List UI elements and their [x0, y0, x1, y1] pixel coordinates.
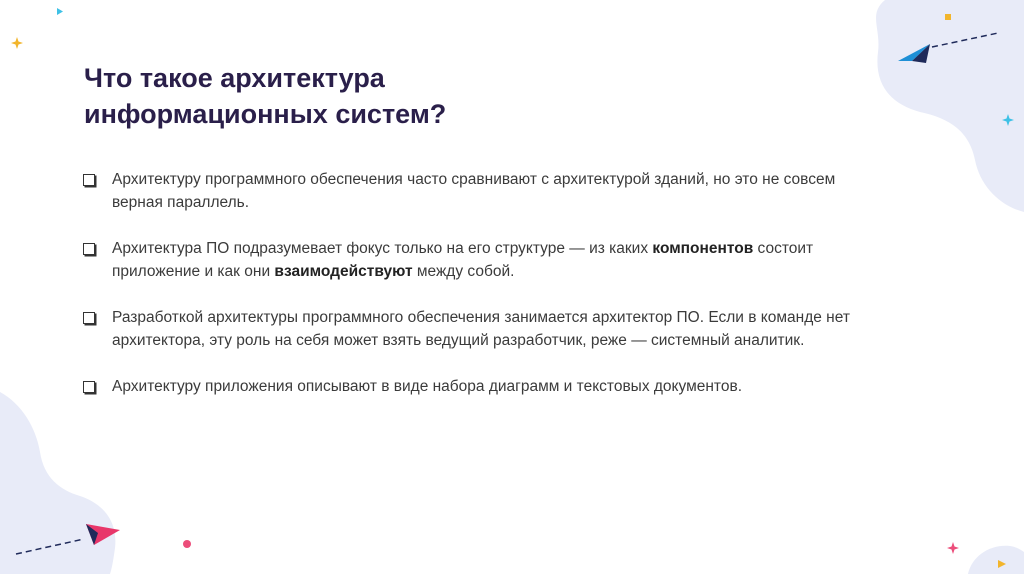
sparkle-icon	[11, 37, 23, 49]
checkbox-bullet-icon	[83, 312, 95, 324]
checkbox-bullet-icon	[83, 174, 95, 186]
triangle-icon	[57, 8, 63, 15]
slide-title	[84, 60, 446, 132]
bullet-item	[82, 168, 882, 214]
bullet-text: Архитектуру приложения описывают в виде набора диаграмм и текстовых документов.	[112, 378, 742, 395]
checkbox-bullet-icon	[83, 243, 95, 255]
bullet-item	[82, 375, 882, 398]
blob-bottom-right	[968, 546, 1024, 574]
bold-term-interact: взаимодействуют	[274, 263, 413, 280]
bullet-text: Разработкой архитектуры программного обеспечения занимается архитектор ПО. Если в команде нет архитектора, эту роль на себя может взять ведущий разработчик, реже — системный аналитик.	[112, 309, 850, 349]
bullet-item	[82, 237, 882, 283]
bold-term-components: компонентов	[652, 240, 754, 257]
title-line: Что такое архитектура	[84, 63, 385, 93]
blob-bottom-left	[0, 392, 115, 574]
bullet-text: Архитектуру программного обеспечения часто сравнивают с архитектурой зданий, но это не совсем верная параллель.	[112, 171, 836, 211]
title-line: информационных систем?	[84, 99, 447, 129]
blob-top-right	[876, 0, 1024, 212]
square-accent	[945, 14, 951, 20]
dot-accent	[183, 540, 191, 548]
sparkle-icon	[947, 542, 959, 554]
bullet-text-part: Архитектура ПО подразумевает фокус только на его структуре — из каких	[112, 240, 653, 257]
bullet-text-part: между собой.	[412, 263, 515, 280]
bullet-list	[82, 168, 882, 398]
bullet-item	[82, 306, 882, 352]
checkbox-bullet-icon	[83, 381, 95, 393]
bullet-text-part: состоит приложение и как они	[112, 240, 814, 280]
